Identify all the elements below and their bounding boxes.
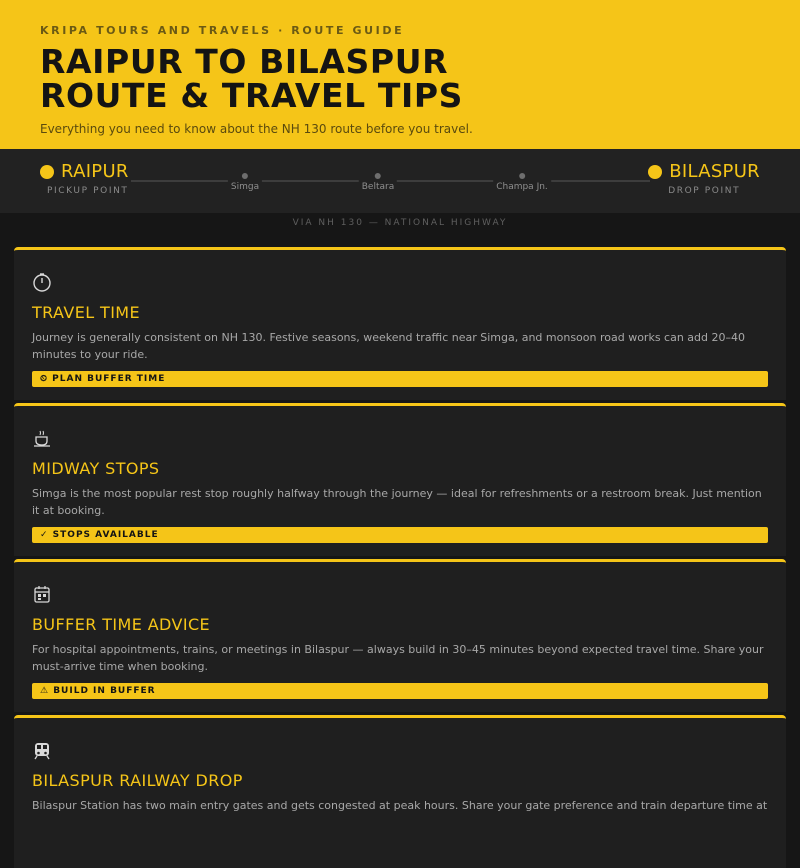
tip-body: For hospital appointments, trains, or meetings in Bilaspur — always build in 30–45 minutes beyond expected travel time. Share your must-arrive time when booking. — [32, 643, 764, 673]
destination-marker-icon — [648, 165, 662, 179]
route-destination — [648, 161, 760, 196]
destination-label: DROP POINT — [668, 186, 741, 196]
clock-icon — [32, 272, 52, 292]
origin-marker-icon — [40, 165, 54, 179]
route-stop-label: Champa Jn. — [496, 182, 548, 192]
tip-card-travel-time — [14, 247, 786, 400]
brand-kicker: KRIPA TOURS AND TRAVELS · ROUTE GUIDE — [40, 24, 405, 37]
train-icon — [32, 740, 52, 760]
route-stop-label: Beltara — [361, 182, 395, 192]
tip-title: TRAVEL TIME — [32, 303, 141, 322]
origin-city: RAIPUR — [61, 161, 129, 182]
tip-card-buffer-advice — [14, 559, 786, 712]
route-bar — [0, 149, 800, 213]
tip-body: Simga is the most popular rest stop roughly halfway through the journey — ideal for refreshments or a restroom break. Just mention it at booking. — [32, 487, 762, 517]
route-via: VIA NH 130 — NATIONAL HIGHWAY — [292, 218, 508, 228]
page-header — [0, 0, 800, 149]
route-stop — [493, 173, 551, 192]
tip-body: Bilaspur Station has two main entry gates and gets congested at peak hours. Share your gate preference and train departure time at — [32, 799, 768, 812]
route-stop-label: Simga — [230, 182, 260, 192]
route-stop — [359, 173, 397, 192]
tips-list — [0, 247, 800, 868]
stop-marker-icon — [519, 173, 525, 179]
tip-badge: ⚠ BUILD IN BUFFER — [32, 683, 768, 699]
page-title-line-2: ROUTE & TRAVEL TIPS — [40, 76, 464, 115]
route-stop — [228, 173, 262, 192]
page-tagline: Everything you need to know about the NH 130 route before you travel. — [40, 122, 473, 136]
calendar-icon — [32, 584, 52, 604]
destination-city: BILASPUR — [669, 161, 760, 182]
page-title — [40, 42, 760, 115]
origin-label: PICKUP POINT — [47, 186, 129, 196]
tip-card-railway-drop — [14, 715, 786, 868]
tip-badge: ⏲ PLAN BUFFER TIME — [32, 371, 768, 387]
coffee-cup-icon — [32, 428, 52, 448]
tip-badge: ✓ STOPS AVAILABLE — [32, 527, 768, 543]
tip-title: BUFFER TIME ADVICE — [32, 615, 211, 634]
tip-title: BILASPUR RAILWAY DROP — [32, 771, 243, 790]
page-title-line-1: RAIPUR TO BILASPUR — [40, 42, 449, 81]
stop-marker-icon — [242, 173, 248, 179]
tip-body: Journey is generally consistent on NH 130. Festive seasons, weekend traffic near Simga, and monsoon road works can add 20–40 minutes to your ride. — [32, 331, 746, 361]
route-origin — [40, 161, 129, 196]
stop-marker-icon — [375, 173, 381, 179]
tip-title: MIDWAY STOPS — [32, 459, 160, 478]
tip-card-midway-stops — [14, 403, 786, 556]
